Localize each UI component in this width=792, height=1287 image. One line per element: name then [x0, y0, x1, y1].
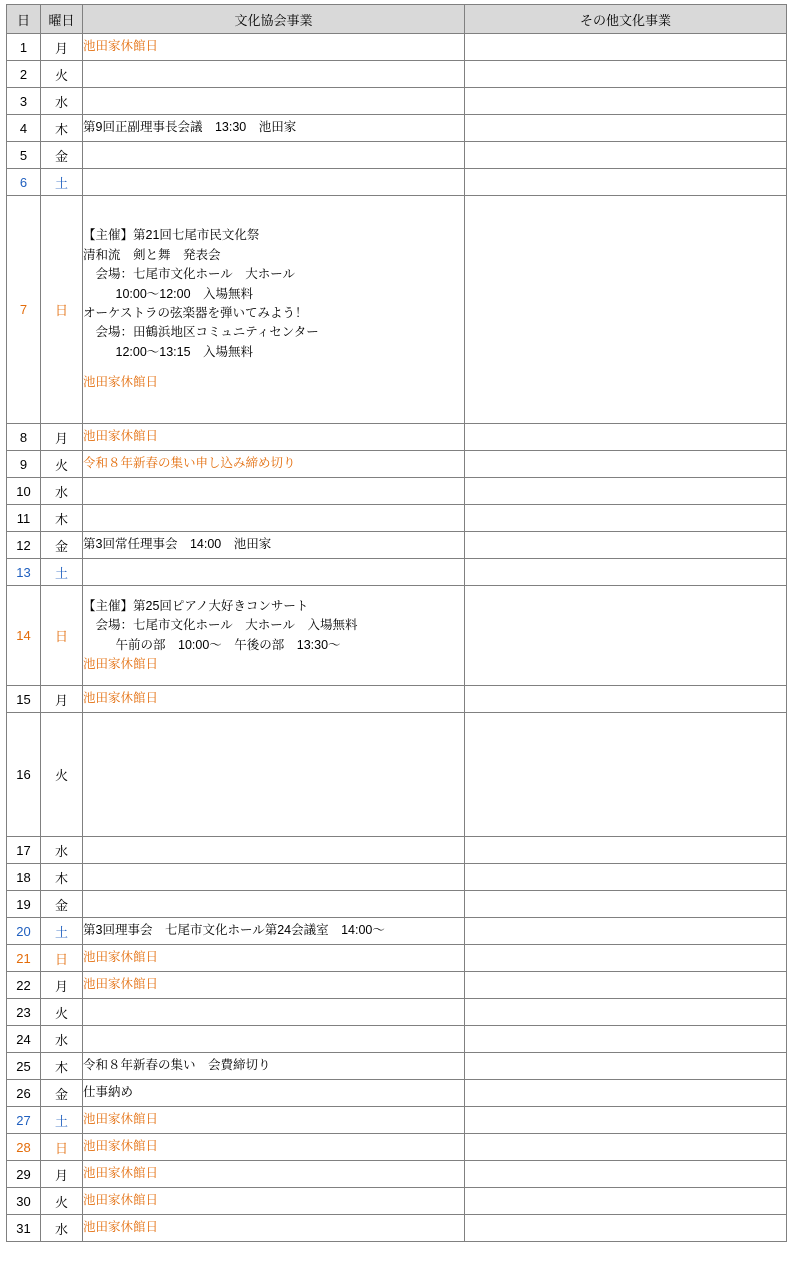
table-row: [7, 1161, 787, 1188]
main-events-cell: [83, 88, 465, 115]
main-events-cell: [83, 196, 465, 424]
table-row: [7, 972, 787, 999]
weekday-cell: 水: [41, 478, 83, 505]
event-line: 池田家休館日: [83, 1193, 159, 1208]
main-events-cell: [83, 1053, 465, 1080]
weekday-cell: 水: [41, 1026, 83, 1053]
event-line: 第3回理事会 七尾市文化ホール第24会議室 14:00〜: [83, 923, 385, 938]
table-row: [7, 559, 787, 586]
other-events-cell: [465, 505, 787, 532]
event-line: 【主催】第25回ピアノ大好きコンサート: [83, 598, 309, 613]
table-row: [7, 505, 787, 532]
table-row: [7, 1188, 787, 1215]
table-row: [7, 1026, 787, 1053]
day-number-cell: 8: [7, 424, 41, 451]
other-events-cell: [465, 88, 787, 115]
other-events-cell: [465, 115, 787, 142]
event-line: 池田家休館日: [83, 39, 159, 54]
day-number-cell: 18: [7, 864, 41, 891]
day-number-cell: 26: [7, 1080, 41, 1107]
other-events-cell: [465, 142, 787, 169]
main-events-cell: [83, 713, 465, 837]
weekday-cell: 金: [41, 142, 83, 169]
main-events-cell: [83, 1107, 465, 1134]
main-events-cell: [83, 837, 465, 864]
weekday-cell: 日: [41, 945, 83, 972]
main-events-cell: [83, 999, 465, 1026]
other-events-cell: [465, 837, 787, 864]
weekday-cell: 日: [41, 586, 83, 686]
other-events-cell: [465, 864, 787, 891]
other-events-cell: [465, 478, 787, 505]
event-line: 池田家休館日: [83, 1139, 159, 1154]
event-line: 池田家休館日: [83, 1220, 159, 1235]
event-line: 池田家休館日: [83, 656, 159, 671]
other-events-cell: [465, 1080, 787, 1107]
weekday-cell: 水: [41, 88, 83, 115]
weekday-cell: 火: [41, 451, 83, 478]
other-events-cell: [465, 1053, 787, 1080]
table-row: [7, 424, 787, 451]
other-events-cell: [465, 918, 787, 945]
other-events-cell: [465, 999, 787, 1026]
event-line: 池田家休館日: [83, 691, 159, 706]
day-number-cell: 13: [7, 559, 41, 586]
event-line: 令和８年新春の集い 会費締切り: [83, 1058, 271, 1073]
weekday-cell: 火: [41, 61, 83, 88]
weekday-cell: 月: [41, 424, 83, 451]
day-number-cell: 11: [7, 505, 41, 532]
event-line: 清和流 剣と舞 発表会: [83, 247, 221, 262]
other-events-cell: [465, 713, 787, 837]
other-events-cell: [465, 169, 787, 196]
other-events-cell: [465, 1188, 787, 1215]
day-number-cell: 1: [7, 34, 41, 61]
other-events-cell: [465, 196, 787, 424]
main-events-cell: [83, 1026, 465, 1053]
table-row: [7, 1215, 787, 1242]
table-row: [7, 864, 787, 891]
table-row: [7, 196, 787, 424]
main-events-cell: [83, 686, 465, 713]
other-events-cell: [465, 586, 787, 686]
day-number-cell: 7: [7, 196, 41, 424]
other-events-cell: [465, 451, 787, 478]
day-number-cell: 20: [7, 918, 41, 945]
spacer-line: [83, 362, 464, 373]
table-row: [7, 1107, 787, 1134]
weekday-cell: 火: [41, 1188, 83, 1215]
day-number-cell: 10: [7, 478, 41, 505]
table-row: [7, 115, 787, 142]
weekday-cell: 月: [41, 972, 83, 999]
table-row: [7, 451, 787, 478]
weekday-cell: 金: [41, 532, 83, 559]
weekday-cell: 火: [41, 999, 83, 1026]
day-number-cell: 14: [7, 586, 41, 686]
main-events-cell: [83, 891, 465, 918]
table-row: [7, 686, 787, 713]
event-line: 12:00〜13:15 入場無料: [115, 344, 254, 359]
day-number-cell: 22: [7, 972, 41, 999]
main-events-cell: [83, 586, 465, 686]
day-number-cell: 24: [7, 1026, 41, 1053]
column-header-other-events: その他文化事業: [465, 5, 787, 34]
day-number-cell: 28: [7, 1134, 41, 1161]
table-row: [7, 586, 787, 686]
table-row: [7, 34, 787, 61]
other-events-cell: [465, 532, 787, 559]
other-events-cell: [465, 61, 787, 88]
main-events-cell: [83, 1134, 465, 1161]
day-number-cell: 17: [7, 837, 41, 864]
weekday-cell: 水: [41, 1215, 83, 1242]
other-events-cell: [465, 972, 787, 999]
main-events-cell: [83, 169, 465, 196]
table-row: [7, 891, 787, 918]
weekday-cell: 火: [41, 713, 83, 837]
table-row: [7, 1134, 787, 1161]
other-events-cell: [465, 945, 787, 972]
main-events-cell: [83, 918, 465, 945]
table-header: [7, 5, 787, 34]
event-line: 池田家休館日: [83, 1166, 159, 1181]
other-events-cell: [465, 424, 787, 451]
event-line: 池田家休館日: [83, 950, 159, 965]
weekday-cell: 金: [41, 1080, 83, 1107]
day-number-cell: 5: [7, 142, 41, 169]
weekday-cell: 日: [41, 196, 83, 424]
table-row: [7, 1080, 787, 1107]
other-events-cell: [465, 559, 787, 586]
event-line: 午前の部 10:00〜 午後の部 13:30〜: [115, 637, 341, 652]
table-row: [7, 945, 787, 972]
event-line: 会場：七尾市文化ホール 大ホール 入場無料: [95, 618, 358, 633]
day-number-cell: 9: [7, 451, 41, 478]
day-number-cell: 30: [7, 1188, 41, 1215]
main-events-cell: [83, 972, 465, 999]
day-number-cell: 12: [7, 532, 41, 559]
table-row: [7, 61, 787, 88]
main-events-cell: [83, 142, 465, 169]
other-events-cell: [465, 1107, 787, 1134]
event-line: 池田家休館日: [83, 429, 159, 444]
event-line: 会場：七尾市文化ホール 大ホール: [95, 267, 296, 282]
column-header-main-events: 文化協会事業: [83, 5, 465, 34]
main-events-cell: [83, 864, 465, 891]
column-header-weekday: 曜日: [41, 5, 83, 34]
weekday-cell: 月: [41, 34, 83, 61]
weekday-cell: 水: [41, 837, 83, 864]
other-events-cell: [465, 1161, 787, 1188]
other-events-cell: [465, 1026, 787, 1053]
weekday-cell: 金: [41, 891, 83, 918]
event-line: 10:00〜12:00 入場無料: [115, 286, 254, 301]
main-events-cell: [83, 945, 465, 972]
table-row: [7, 837, 787, 864]
day-number-cell: 29: [7, 1161, 41, 1188]
table-row: [7, 142, 787, 169]
weekday-cell: 木: [41, 505, 83, 532]
event-line: 第3回常任理事会 14:00 池田家: [83, 537, 272, 552]
day-number-cell: 23: [7, 999, 41, 1026]
table-row: [7, 169, 787, 196]
day-number-cell: 31: [7, 1215, 41, 1242]
table-row: [7, 1053, 787, 1080]
day-number-cell: 3: [7, 88, 41, 115]
event-line: 令和８年新春の集い申し込み締め切り: [83, 456, 296, 471]
other-events-cell: [465, 34, 787, 61]
other-events-cell: [465, 891, 787, 918]
event-line: 会場：田鶴浜地区コミュニティセンター: [95, 325, 319, 340]
day-number-cell: 25: [7, 1053, 41, 1080]
day-number-cell: 6: [7, 169, 41, 196]
main-events-cell: [83, 1188, 465, 1215]
main-events-cell: [83, 61, 465, 88]
main-events-cell: [83, 559, 465, 586]
day-number-cell: 15: [7, 686, 41, 713]
table-row: [7, 999, 787, 1026]
event-line: 池田家休館日: [83, 977, 159, 992]
weekday-cell: 木: [41, 1053, 83, 1080]
event-line: 【主催】第21回七尾市民文化祭: [83, 228, 260, 243]
table-row: [7, 88, 787, 115]
day-number-cell: 27: [7, 1107, 41, 1134]
event-line: 第9回正副理事長会議 13:30 池田家: [83, 120, 297, 135]
day-number-cell: 19: [7, 891, 41, 918]
main-events-cell: [83, 532, 465, 559]
other-events-cell: [465, 1134, 787, 1161]
main-events-cell: [83, 505, 465, 532]
main-events-cell: [83, 34, 465, 61]
table-row: [7, 532, 787, 559]
header-row: [7, 5, 787, 34]
main-events-cell: [83, 1080, 465, 1107]
weekday-cell: 日: [41, 1134, 83, 1161]
weekday-cell: 土: [41, 918, 83, 945]
weekday-cell: 木: [41, 115, 83, 142]
column-header-day: 日: [7, 5, 41, 34]
main-events-cell: [83, 451, 465, 478]
weekday-cell: 木: [41, 864, 83, 891]
table-row: [7, 713, 787, 837]
event-line: オーケストラの弦楽器を弾いてみよう！: [83, 305, 308, 320]
weekday-cell: 土: [41, 559, 83, 586]
main-events-cell: [83, 115, 465, 142]
day-number-cell: 16: [7, 713, 41, 837]
table-row: [7, 918, 787, 945]
weekday-cell: 月: [41, 1161, 83, 1188]
weekday-cell: 土: [41, 169, 83, 196]
other-events-cell: [465, 686, 787, 713]
weekday-cell: 月: [41, 686, 83, 713]
weekday-cell: 土: [41, 1107, 83, 1134]
event-line: 池田家休館日: [83, 375, 159, 390]
main-events-cell: [83, 1161, 465, 1188]
day-number-cell: 4: [7, 115, 41, 142]
main-events-cell: [83, 478, 465, 505]
main-events-cell: [83, 1215, 465, 1242]
main-events-cell: [83, 424, 465, 451]
event-line: 池田家休館日: [83, 1112, 159, 1127]
table-body: [7, 34, 787, 1242]
event-line: 仕事納め: [83, 1085, 134, 1100]
monthly-schedule-table: [6, 4, 787, 1242]
other-events-cell: [465, 1215, 787, 1242]
table-row: [7, 478, 787, 505]
day-number-cell: 2: [7, 61, 41, 88]
day-number-cell: 21: [7, 945, 41, 972]
